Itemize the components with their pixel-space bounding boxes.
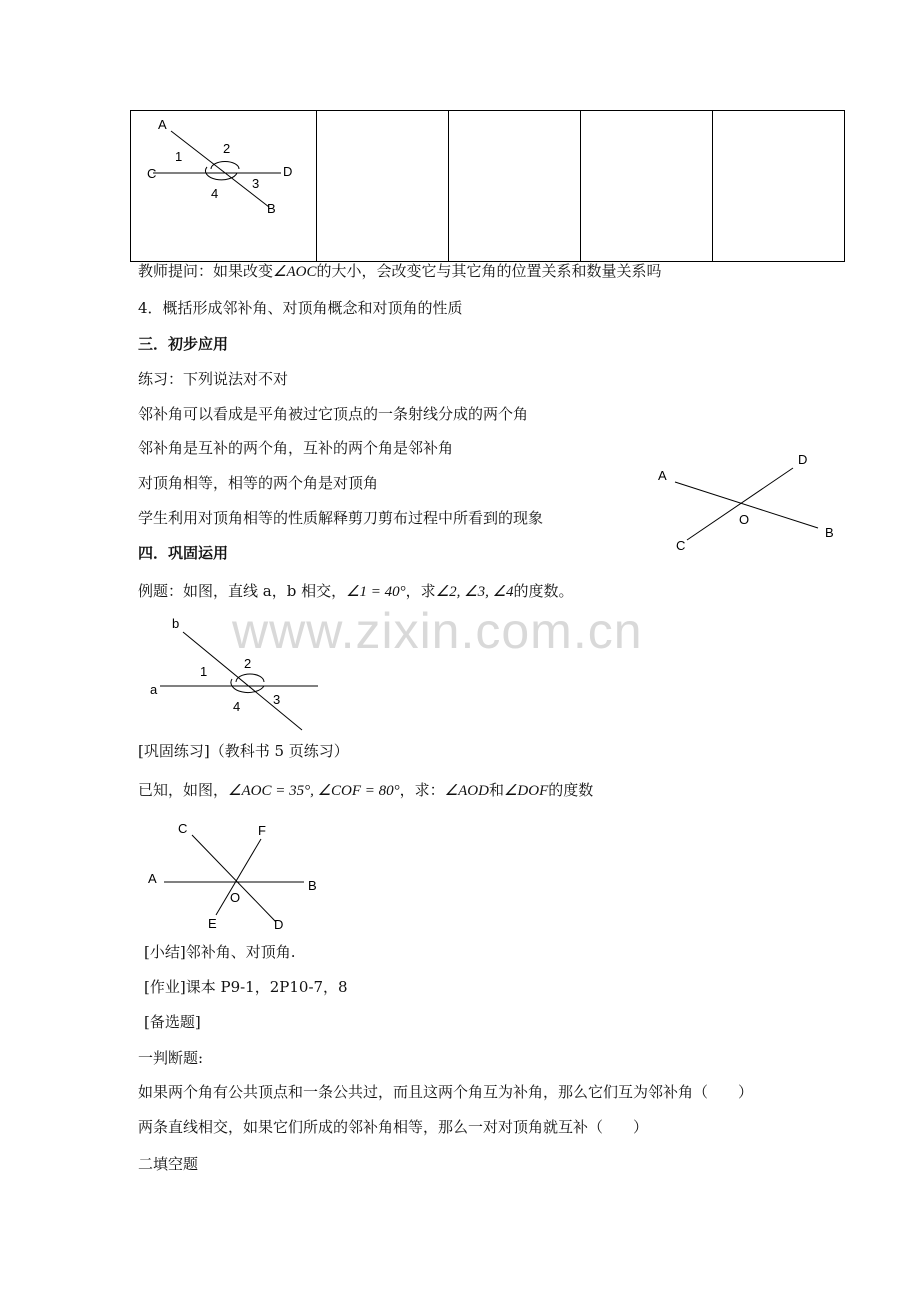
known-problem <box>138 779 593 800</box>
label-C: C <box>147 166 157 181</box>
known-text-c: 和 <box>488 781 504 799</box>
label-D: D <box>274 917 284 932</box>
label-1: 1 <box>200 664 208 679</box>
label-1: 1 <box>175 149 183 164</box>
section-3-heading: 三．初步应用 <box>138 335 229 353</box>
homework-line: [作业]课本 P9-1，2P10-7，8 <box>144 978 348 996</box>
label-F: F <box>258 823 266 838</box>
statement-4: 学生利用对顶角相等的性质解释剪刀剪布过程中所看到的现象 <box>138 509 544 527</box>
example-math-2: ∠2, ∠3, ∠4 <box>435 584 514 600</box>
figure-table-cell-3 <box>449 111 581 262</box>
summary-line: [小结]邻补角、对顶角. <box>144 943 296 961</box>
label-D: D <box>798 452 808 467</box>
label-E: E <box>208 916 217 931</box>
label-B: B <box>308 878 317 893</box>
label-C: C <box>178 821 188 836</box>
example-math-1: ∠1 = 40° <box>346 584 406 600</box>
watermark: www.zixin.com.cn <box>232 603 643 659</box>
figure-table-cell-2 <box>317 111 449 262</box>
teacher-question-text-a: 教师提问：如果改变 <box>138 262 274 280</box>
label-2: 2 <box>223 141 231 156</box>
label-3: 3 <box>252 176 260 191</box>
label-B: B <box>825 525 834 540</box>
label-2: 2 <box>244 656 252 671</box>
known-math-1: ∠AOC = 35°, ∠COF = 80° <box>228 783 400 799</box>
figure-table <box>130 110 845 262</box>
label-b: b <box>172 616 180 631</box>
known-math-3: ∠DOF <box>503 783 549 799</box>
example-text-c: 的度数。 <box>513 582 574 600</box>
known-text-d: 的度数 <box>548 781 594 799</box>
label-3: 3 <box>273 692 281 707</box>
known-text-a: 已知，如图， <box>138 781 229 799</box>
example-text-a: 例题：如图，直线 a，b 相交， <box>138 582 347 600</box>
label-A: A <box>148 871 157 886</box>
statement-1: 邻补角可以看成是平角被过它顶点的一条射线分成的两个角 <box>138 405 529 423</box>
statement-3: 对顶角相等，相等的两个角是对顶角 <box>138 474 379 492</box>
label-B: B <box>267 201 276 216</box>
known-figure <box>140 815 330 935</box>
consolidation-exercise: [巩固练习]（教科书 5 页练习） <box>138 742 349 760</box>
statement-2: 邻补角是互补的两个角，互补的两个角是邻补角 <box>138 439 454 457</box>
section-4-heading: 四．巩固运用 <box>138 544 229 562</box>
fill-heading: 二填空题 <box>138 1155 199 1173</box>
label-4: 4 <box>211 186 219 201</box>
judge-heading: 一判断题: <box>138 1049 204 1067</box>
teacher-question-math: ∠AOC <box>273 264 317 280</box>
label-O: O <box>739 512 750 527</box>
label-D: D <box>283 164 293 179</box>
label-a: a <box>150 682 158 697</box>
figure-table-cell-4 <box>581 111 713 262</box>
label-A: A <box>158 117 167 132</box>
example-figure <box>140 612 330 737</box>
label-A: A <box>658 468 667 483</box>
known-math-2: ∠AOD <box>444 783 489 799</box>
label-4: 4 <box>233 699 241 714</box>
judge-item-2: 两条直线相交，如果它们所成的邻补角相等，那么一对对顶角就互补（ ） <box>138 1118 649 1136</box>
item-4: 4．概括形成邻补角、对顶角概念和对顶角的性质 <box>138 299 463 317</box>
intersecting-lines-figure <box>131 111 316 257</box>
teacher-question <box>138 260 661 281</box>
example-text-b: ，求 <box>405 582 436 600</box>
label-C: C <box>676 538 686 553</box>
exercise-intro: 练习：下列说法对不对 <box>138 370 289 388</box>
figure-table-cell-5 <box>713 111 845 262</box>
known-text-b: ，求： <box>399 781 445 799</box>
optional-heading: [备选题] <box>144 1013 201 1031</box>
judge-item-1: 如果两个角有公共顶点和一条公共过，而且这两个角互为补角，那么它们互为邻补角（ ） <box>138 1083 754 1101</box>
example-problem <box>138 580 574 601</box>
right-figure <box>640 440 860 570</box>
teacher-question-text-b: 的大小，会改变它与其它角的位置关系和数量关系吗 <box>316 262 662 280</box>
label-O: O <box>230 890 241 905</box>
figure-table-cell-1 <box>131 111 317 262</box>
